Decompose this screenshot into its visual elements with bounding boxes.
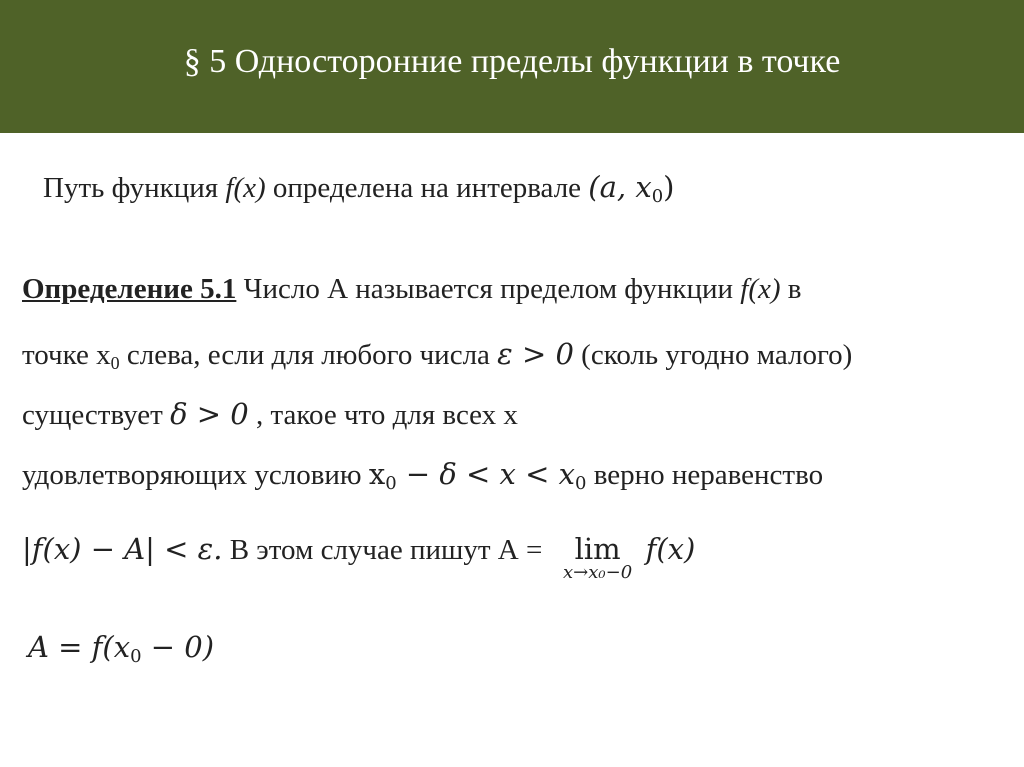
title-bar [0, 0, 1024, 133]
intro-function: f(x) [225, 172, 266, 204]
definition-line-3 [22, 397, 518, 432]
x0-subscript: 0 [110, 353, 120, 374]
delta-condition: δ > 0 [170, 397, 249, 431]
definition-text-2c: (сколь угодно малого) [573, 339, 853, 371]
definition-line-4 [22, 457, 824, 495]
lim-subscript: x→x₀−0 [563, 562, 633, 583]
definition-text-1: Число А называется пределом функции [236, 273, 741, 305]
intro-line [43, 170, 675, 208]
definition-text-2a: точке x [22, 339, 111, 371]
definition-text-4b: верно неравенство [586, 459, 824, 491]
slide-title: § 5 Односторонние пределы функции в точке [183, 42, 841, 80]
intro-text: Путь функция [43, 172, 226, 204]
definition-line-5 [22, 532, 696, 583]
inequality: |f(x) − A| < ε. [22, 532, 223, 566]
limit-function: f(x) [645, 532, 696, 566]
definition-function: f(x) [740, 273, 781, 305]
lim-word: lim [574, 532, 621, 566]
intro-interval: (a, $x_0$) [588, 170, 675, 208]
definition-text-1-end: в [780, 273, 802, 305]
definition-line-1 [22, 273, 801, 306]
definition-text-3b: , такое что для всех x [248, 399, 518, 431]
intro-rest: определена на интервале [265, 172, 589, 204]
formula-line [28, 630, 215, 668]
definition-text-4a: удовлетворяющих условию [22, 459, 369, 491]
definition-line-2 [22, 337, 852, 372]
definition-text-3a: существует [22, 399, 171, 431]
limit-notation [550, 532, 646, 583]
interval-condition: $x_0 - \delta < x < x_0$ [368, 457, 587, 495]
epsilon-condition: ε > 0 [497, 337, 574, 371]
definition-label: Определение 5.1 [22, 273, 237, 305]
definition-text-2b: слева, если для любого числа [119, 339, 498, 371]
definition-text-5: В этом случае пишут А = [222, 534, 550, 566]
left-limit-formula: $A = f(x_0 - 0)$ [28, 630, 215, 668]
